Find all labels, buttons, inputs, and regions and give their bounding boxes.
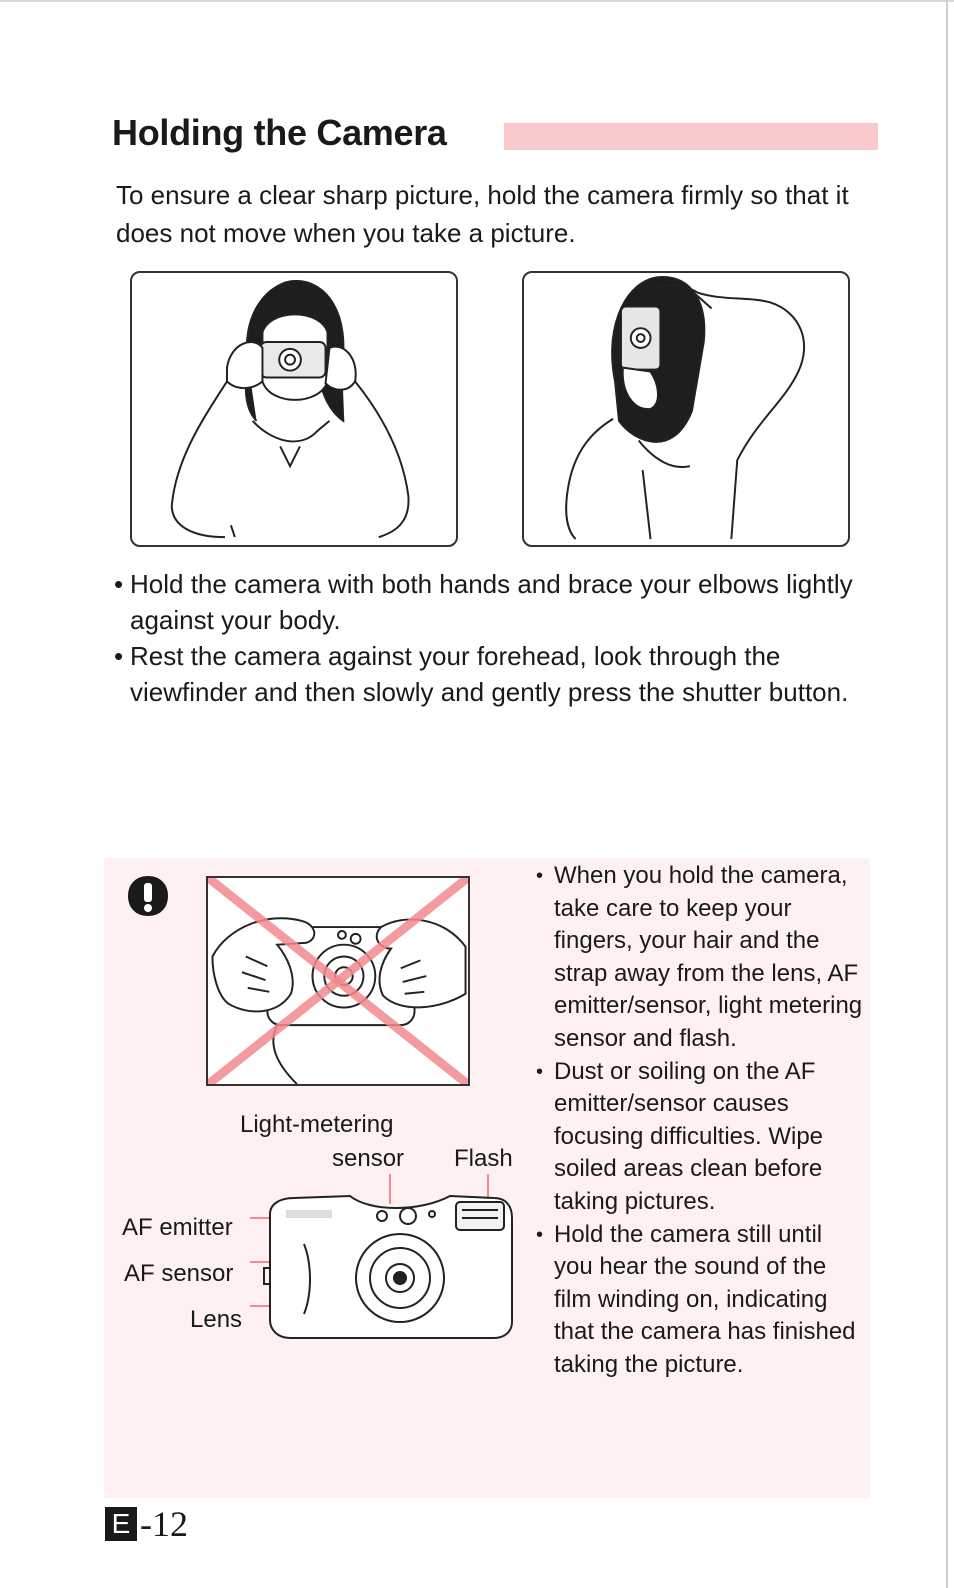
bullet-glyph: •: [114, 641, 124, 671]
label-flash: Flash: [454, 1145, 513, 1172]
page-title: Holding the Camera: [112, 112, 447, 153]
bullet-glyph: •: [536, 1223, 544, 1246]
label-light-metering: Light-metering: [240, 1111, 394, 1138]
caution-note-text: Hold the camera still until you hear the sound of the film winding on, indicating that the camera has finished taking the picture.: [554, 1220, 856, 1378]
holding-tip: [114, 638, 874, 710]
label-lens: Lens: [190, 1306, 243, 1333]
camera-front-diagram: [250, 1174, 522, 1354]
holding-tips-list: [114, 566, 874, 710]
incorrect-hold-illustration: [206, 876, 470, 1086]
bullet-glyph: •: [536, 1060, 544, 1083]
illustration-vertical-hold: [522, 271, 850, 547]
label-af-emitter: AF emitter: [122, 1214, 233, 1241]
illustration-two-hands: [130, 271, 458, 547]
bullet-glyph: •: [536, 865, 544, 887]
label-af-sensor: AF sensor: [124, 1260, 234, 1287]
page-top-edge: [0, 0, 954, 2]
caution-note: [536, 1056, 866, 1219]
intro-paragraph: To ensure a clear sharp picture, hold the camera firmly so that it does not move when you take a picture.: [116, 180, 849, 248]
caution-note: [536, 860, 866, 1056]
label-light-metering-sensor: sensor: [332, 1145, 405, 1172]
caution-exclamation-icon: [126, 874, 170, 918]
section-letter-badge: E: [105, 1507, 137, 1541]
caution-note: [536, 1219, 866, 1382]
caution-notes-list: [536, 860, 866, 1382]
caution-note-text: When you hold the camera, take care to keep your fingers, your hair and the strap away from the lens, AF emitter/sensor, light metering sensor and flash.: [554, 862, 863, 1052]
caution-note-text: Dust or soiling on the AF emitter/sensor causes focusing difficulties. Wipe soiled areas clean before taking pictures.: [554, 1057, 824, 1215]
bullet-glyph: •: [114, 569, 124, 599]
holding-tip-text: Rest the camera against your forehead, look through the viewfinder and then slowly and gently press the shutter button.: [130, 641, 849, 707]
title-accent-bar: [504, 123, 878, 150]
page-number: -12: [140, 1504, 188, 1544]
holding-tip-text: Hold the camera with both hands and brace your elbows lightly against your body.: [130, 569, 853, 635]
page-right-edge: [946, 0, 948, 1588]
holding-tip: [114, 566, 874, 638]
